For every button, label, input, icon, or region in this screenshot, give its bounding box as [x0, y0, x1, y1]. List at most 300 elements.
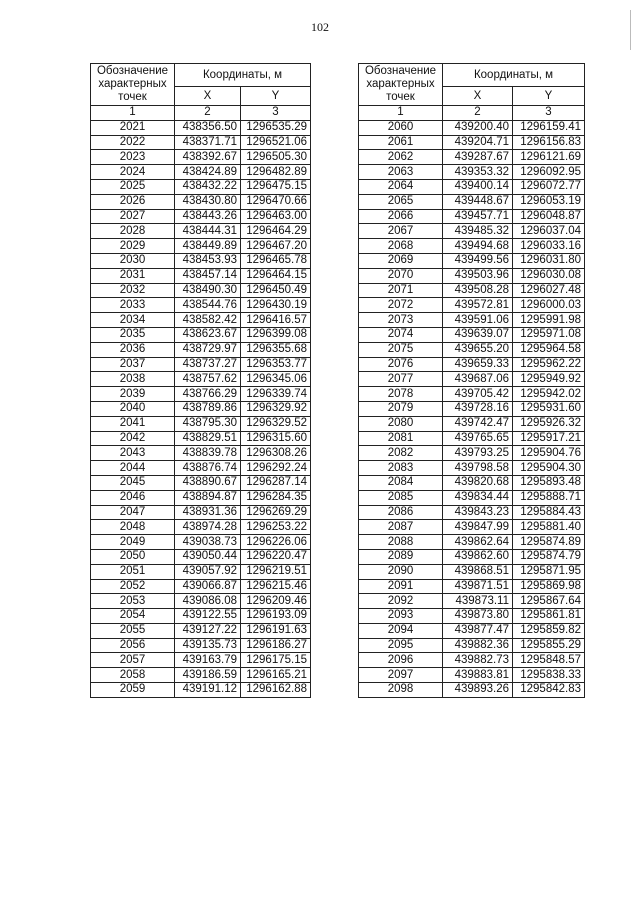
- table-row: [91, 239, 311, 254]
- x-coordinate-cell: 438766.29: [175, 387, 241, 402]
- table-row: [91, 179, 311, 194]
- y-coordinate-cell: 1295949.92: [513, 372, 585, 387]
- table-row: [91, 120, 311, 135]
- header-col-index-3: 3: [513, 106, 585, 121]
- header-x: X: [443, 87, 513, 106]
- header-col-index-2: 2: [443, 106, 513, 121]
- header-coordinates-label: Координаты, м: [175, 64, 311, 87]
- x-coordinate-cell: 439400.14: [443, 179, 513, 194]
- x-coordinate-cell: 438371.71: [175, 135, 241, 150]
- x-coordinate-cell: 438453.93: [175, 253, 241, 268]
- y-coordinate-cell: 1295904.30: [513, 461, 585, 476]
- table-row: [359, 475, 585, 490]
- point-number-cell: 2061: [359, 135, 443, 150]
- point-number-cell: 2080: [359, 416, 443, 431]
- point-number-cell: 2062: [359, 150, 443, 165]
- point-number-cell: 2065: [359, 194, 443, 209]
- table-row: [359, 401, 585, 416]
- point-number-cell: 2091: [359, 579, 443, 594]
- x-coordinate-cell: 439843.23: [443, 505, 513, 520]
- table-row: [359, 387, 585, 402]
- x-coordinate-cell: 439494.68: [443, 239, 513, 254]
- point-number-cell: 2089: [359, 549, 443, 564]
- point-number-cell: 2041: [91, 416, 175, 431]
- x-coordinate-cell: 438424.89: [175, 165, 241, 180]
- point-number-cell: 2094: [359, 623, 443, 638]
- x-coordinate-cell: 438430.80: [175, 194, 241, 209]
- point-number-cell: 2044: [91, 461, 175, 476]
- y-coordinate-cell: 1296162.88: [241, 683, 311, 698]
- table-row: [359, 564, 585, 579]
- point-number-cell: 2083: [359, 461, 443, 476]
- x-coordinate-cell: 439742.47: [443, 416, 513, 431]
- point-number-cell: 2077: [359, 372, 443, 387]
- y-coordinate-cell: 1296072.77: [513, 179, 585, 194]
- table-row: [359, 209, 585, 224]
- x-coordinate-cell: 438444.31: [175, 224, 241, 239]
- y-coordinate-cell: 1295971.08: [513, 327, 585, 342]
- table-row: [359, 579, 585, 594]
- header-point-label: Обозначение характерных точек: [359, 64, 443, 106]
- y-coordinate-cell: 1295874.79: [513, 549, 585, 564]
- x-coordinate-cell: 439820.68: [443, 475, 513, 490]
- y-coordinate-cell: 1295991.98: [513, 313, 585, 328]
- point-number-cell: 2098: [359, 683, 443, 698]
- point-number-cell: 2064: [359, 179, 443, 194]
- y-coordinate-cell: 1296287.14: [241, 475, 311, 490]
- table-row: [359, 535, 585, 550]
- header-y: Y: [513, 87, 585, 106]
- y-coordinate-cell: 1296467.20: [241, 239, 311, 254]
- y-coordinate-cell: 1295904.76: [513, 446, 585, 461]
- x-coordinate-cell: 439122.55: [175, 609, 241, 624]
- point-number-cell: 2066: [359, 209, 443, 224]
- x-coordinate-cell: 439687.06: [443, 372, 513, 387]
- table-row: [359, 313, 585, 328]
- point-number-cell: 2033: [91, 298, 175, 313]
- y-coordinate-cell: 1295859.82: [513, 623, 585, 638]
- point-number-cell: 2076: [359, 357, 443, 372]
- table-row: [91, 683, 311, 698]
- y-coordinate-cell: 1295848.57: [513, 653, 585, 668]
- y-coordinate-cell: 1296048.87: [513, 209, 585, 224]
- y-coordinate-cell: 1295917.21: [513, 431, 585, 446]
- point-number-cell: 2085: [359, 490, 443, 505]
- y-coordinate-cell: 1296308.26: [241, 446, 311, 461]
- header-point-label: Обозначение характерных точек: [91, 64, 175, 106]
- y-coordinate-cell: 1296191.63: [241, 623, 311, 638]
- x-coordinate-cell: 438729.97: [175, 342, 241, 357]
- x-coordinate-cell: 438757.62: [175, 372, 241, 387]
- point-number-cell: 2070: [359, 268, 443, 283]
- x-coordinate-cell: 439882.73: [443, 653, 513, 668]
- x-coordinate-cell: 439191.12: [175, 683, 241, 698]
- y-coordinate-cell: 1296215.46: [241, 579, 311, 594]
- table-row: [359, 120, 585, 135]
- x-coordinate-cell: 439862.64: [443, 535, 513, 550]
- x-coordinate-cell: 438890.67: [175, 475, 241, 490]
- point-number-cell: 2029: [91, 239, 175, 254]
- header-y: Y: [241, 87, 311, 106]
- x-coordinate-cell: 439200.40: [443, 120, 513, 135]
- x-coordinate-cell: 439655.20: [443, 342, 513, 357]
- point-number-cell: 2031: [91, 268, 175, 283]
- point-number-cell: 2072: [359, 298, 443, 313]
- y-coordinate-cell: 1295926.32: [513, 416, 585, 431]
- x-coordinate-cell: 439705.42: [443, 387, 513, 402]
- y-coordinate-cell: 1296399.08: [241, 327, 311, 342]
- table-row: [91, 194, 311, 209]
- table-row: [359, 283, 585, 298]
- point-number-cell: 2036: [91, 342, 175, 357]
- point-number-cell: 2071: [359, 283, 443, 298]
- x-coordinate-cell: 438737.27: [175, 357, 241, 372]
- point-number-cell: 2079: [359, 401, 443, 416]
- table-row: [359, 327, 585, 342]
- x-coordinate-cell: 439127.22: [175, 623, 241, 638]
- table-row: [91, 165, 311, 180]
- x-coordinate-cell: 439066.87: [175, 579, 241, 594]
- point-number-cell: 2053: [91, 594, 175, 609]
- table-row: [359, 253, 585, 268]
- y-coordinate-cell: 1295893.48: [513, 475, 585, 490]
- point-number-cell: 2086: [359, 505, 443, 520]
- x-coordinate-cell: 439847.99: [443, 520, 513, 535]
- y-coordinate-cell: 1296339.74: [241, 387, 311, 402]
- point-number-cell: 2067: [359, 224, 443, 239]
- table-row: [359, 150, 585, 165]
- y-coordinate-cell: 1296430.19: [241, 298, 311, 313]
- y-coordinate-cell: 1296464.29: [241, 224, 311, 239]
- y-coordinate-cell: 1295888.71: [513, 490, 585, 505]
- point-number-cell: 2052: [91, 579, 175, 594]
- point-number-cell: 2057: [91, 653, 175, 668]
- y-coordinate-cell: 1296345.06: [241, 372, 311, 387]
- point-number-cell: 2025: [91, 179, 175, 194]
- x-coordinate-cell: 439639.07: [443, 327, 513, 342]
- point-number-cell: 2074: [359, 327, 443, 342]
- y-coordinate-cell: 1295962.22: [513, 357, 585, 372]
- point-number-cell: 2027: [91, 209, 175, 224]
- x-coordinate-cell: 438356.50: [175, 120, 241, 135]
- y-coordinate-cell: 1295871.95: [513, 564, 585, 579]
- y-coordinate-cell: 1296121.69: [513, 150, 585, 165]
- table-row: [359, 623, 585, 638]
- table-row: [91, 446, 311, 461]
- y-coordinate-cell: 1296226.06: [241, 535, 311, 550]
- x-coordinate-cell: 438789.86: [175, 401, 241, 416]
- table-row: [359, 165, 585, 180]
- table-row: [91, 564, 311, 579]
- point-number-cell: 2078: [359, 387, 443, 402]
- y-coordinate-cell: 1296463.00: [241, 209, 311, 224]
- point-number-cell: 2068: [359, 239, 443, 254]
- y-coordinate-cell: 1295884.43: [513, 505, 585, 520]
- x-coordinate-cell: 439508.28: [443, 283, 513, 298]
- y-coordinate-cell: 1296030.08: [513, 268, 585, 283]
- point-number-cell: 2032: [91, 283, 175, 298]
- x-coordinate-cell: 439204.71: [443, 135, 513, 150]
- table-row: [359, 505, 585, 520]
- table-row: [91, 253, 311, 268]
- y-coordinate-cell: 1296053.19: [513, 194, 585, 209]
- x-coordinate-cell: 438894.87: [175, 490, 241, 505]
- point-number-cell: 2060: [359, 120, 443, 135]
- point-number-cell: 2087: [359, 520, 443, 535]
- table-row: [91, 431, 311, 446]
- y-coordinate-cell: 1296355.68: [241, 342, 311, 357]
- coordinates-table-right: [358, 63, 585, 698]
- table-row: [359, 357, 585, 372]
- y-coordinate-cell: 1296156.83: [513, 135, 585, 150]
- x-coordinate-cell: 439448.67: [443, 194, 513, 209]
- x-coordinate-cell: 438623.67: [175, 327, 241, 342]
- table-row: [91, 638, 311, 653]
- point-number-cell: 2096: [359, 653, 443, 668]
- point-number-cell: 2075: [359, 342, 443, 357]
- y-coordinate-cell: 1296464.15: [241, 268, 311, 283]
- table-row: [359, 638, 585, 653]
- table-row: [91, 268, 311, 283]
- point-number-cell: 2028: [91, 224, 175, 239]
- point-number-cell: 2043: [91, 446, 175, 461]
- y-coordinate-cell: 1296521.06: [241, 135, 311, 150]
- x-coordinate-cell: 438457.14: [175, 268, 241, 283]
- table-row: [359, 372, 585, 387]
- table-row: [359, 239, 585, 254]
- y-coordinate-cell: 1295838.33: [513, 668, 585, 683]
- x-coordinate-cell: 439659.33: [443, 357, 513, 372]
- point-number-cell: 2022: [91, 135, 175, 150]
- point-number-cell: 2023: [91, 150, 175, 165]
- x-coordinate-cell: 439883.81: [443, 668, 513, 683]
- page-number: 102: [311, 20, 329, 34]
- y-coordinate-cell: 1296000.03: [513, 298, 585, 313]
- y-coordinate-cell: 1296193.09: [241, 609, 311, 624]
- table-row: [91, 475, 311, 490]
- table-row: [91, 283, 311, 298]
- point-number-cell: 2063: [359, 165, 443, 180]
- table-row: [91, 505, 311, 520]
- y-coordinate-cell: 1296175.15: [241, 653, 311, 668]
- table-row: [91, 401, 311, 416]
- x-coordinate-cell: 438449.89: [175, 239, 241, 254]
- x-coordinate-cell: 439485.32: [443, 224, 513, 239]
- table-row: [359, 549, 585, 564]
- scan-margin-line: [630, 10, 631, 50]
- point-number-cell: 2069: [359, 253, 443, 268]
- point-number-cell: 2046: [91, 490, 175, 505]
- y-coordinate-cell: 1296037.04: [513, 224, 585, 239]
- x-coordinate-cell: 439499.56: [443, 253, 513, 268]
- point-number-cell: 2040: [91, 401, 175, 416]
- table-row: [359, 179, 585, 194]
- table-row: [359, 431, 585, 446]
- x-coordinate-cell: 438392.67: [175, 150, 241, 165]
- x-coordinate-cell: 438490.30: [175, 283, 241, 298]
- x-coordinate-cell: 439873.80: [443, 609, 513, 624]
- point-number-cell: 2082: [359, 446, 443, 461]
- x-coordinate-cell: 439873.11: [443, 594, 513, 609]
- y-coordinate-cell: 1296253.22: [241, 520, 311, 535]
- table-body-left: [91, 120, 311, 697]
- y-coordinate-cell: 1296482.89: [241, 165, 311, 180]
- point-number-cell: 2093: [359, 609, 443, 624]
- x-coordinate-cell: 439287.67: [443, 150, 513, 165]
- header-col-index-1: 1: [359, 106, 443, 121]
- point-number-cell: 2092: [359, 594, 443, 609]
- x-coordinate-cell: 439163.79: [175, 653, 241, 668]
- y-coordinate-cell: 1296186.27: [241, 638, 311, 653]
- table-row: [91, 224, 311, 239]
- table-row: [91, 209, 311, 224]
- y-coordinate-cell: 1296031.80: [513, 253, 585, 268]
- table-row: [359, 342, 585, 357]
- y-coordinate-cell: 1296269.29: [241, 505, 311, 520]
- x-coordinate-cell: 439457.71: [443, 209, 513, 224]
- table-row: [91, 594, 311, 609]
- table-row: [359, 653, 585, 668]
- y-coordinate-cell: 1296329.92: [241, 401, 311, 416]
- y-coordinate-cell: 1296292.24: [241, 461, 311, 476]
- point-number-cell: 2095: [359, 638, 443, 653]
- point-number-cell: 2035: [91, 327, 175, 342]
- point-number-cell: 2054: [91, 609, 175, 624]
- y-coordinate-cell: 1296284.35: [241, 490, 311, 505]
- y-coordinate-cell: 1296475.15: [241, 179, 311, 194]
- table-row: [91, 535, 311, 550]
- table-row: [359, 609, 585, 624]
- coordinates-table-left: [90, 63, 311, 698]
- table-row: [91, 313, 311, 328]
- table-row: [359, 268, 585, 283]
- y-coordinate-cell: 1296416.57: [241, 313, 311, 328]
- table-row: [91, 579, 311, 594]
- y-coordinate-cell: 1296219.51: [241, 564, 311, 579]
- x-coordinate-cell: 438795.30: [175, 416, 241, 431]
- x-coordinate-cell: 439877.47: [443, 623, 513, 638]
- x-coordinate-cell: 439353.32: [443, 165, 513, 180]
- table-row: [359, 446, 585, 461]
- y-coordinate-cell: 1296470.66: [241, 194, 311, 209]
- table-row: [359, 490, 585, 505]
- x-coordinate-cell: 438443.26: [175, 209, 241, 224]
- point-number-cell: 2051: [91, 564, 175, 579]
- point-number-cell: 2042: [91, 431, 175, 446]
- point-number-cell: 2090: [359, 564, 443, 579]
- x-coordinate-cell: 439135.73: [175, 638, 241, 653]
- x-coordinate-cell: 438432.22: [175, 179, 241, 194]
- table-row: [91, 653, 311, 668]
- x-coordinate-cell: 439057.92: [175, 564, 241, 579]
- table-body-right: [359, 120, 585, 697]
- x-coordinate-cell: 439086.08: [175, 594, 241, 609]
- point-number-cell: 2038: [91, 372, 175, 387]
- x-coordinate-cell: 439882.36: [443, 638, 513, 653]
- point-number-cell: 2047: [91, 505, 175, 520]
- table-row: [359, 520, 585, 535]
- table-row: [91, 461, 311, 476]
- x-coordinate-cell: 439728.16: [443, 401, 513, 416]
- table-row: [91, 387, 311, 402]
- y-coordinate-cell: 1296315.60: [241, 431, 311, 446]
- point-number-cell: 2034: [91, 313, 175, 328]
- point-number-cell: 2055: [91, 623, 175, 638]
- y-coordinate-cell: 1296209.46: [241, 594, 311, 609]
- x-coordinate-cell: 439572.81: [443, 298, 513, 313]
- point-number-cell: 2045: [91, 475, 175, 490]
- x-coordinate-cell: 438839.78: [175, 446, 241, 461]
- table-row: [359, 194, 585, 209]
- y-coordinate-cell: 1296033.16: [513, 239, 585, 254]
- table-row: [91, 342, 311, 357]
- header-x: X: [175, 87, 241, 106]
- header-coordinates-label: Координаты, м: [443, 64, 585, 87]
- header-col-index-1: 1: [91, 106, 175, 121]
- x-coordinate-cell: 439765.65: [443, 431, 513, 446]
- table-row: [91, 623, 311, 638]
- table-row: [359, 668, 585, 683]
- table-row: [91, 150, 311, 165]
- x-coordinate-cell: 439893.26: [443, 683, 513, 698]
- y-coordinate-cell: 1295861.81: [513, 609, 585, 624]
- x-coordinate-cell: 439038.73: [175, 535, 241, 550]
- header-col-index-3: 3: [241, 106, 311, 121]
- x-coordinate-cell: 439186.59: [175, 668, 241, 683]
- x-coordinate-cell: 438931.36: [175, 505, 241, 520]
- y-coordinate-cell: 1296505.30: [241, 150, 311, 165]
- table-row: [91, 372, 311, 387]
- x-coordinate-cell: 439868.51: [443, 564, 513, 579]
- y-coordinate-cell: 1296329.52: [241, 416, 311, 431]
- point-number-cell: 2059: [91, 683, 175, 698]
- point-number-cell: 2058: [91, 668, 175, 683]
- y-coordinate-cell: 1295931.60: [513, 401, 585, 416]
- point-number-cell: 2049: [91, 535, 175, 550]
- point-number-cell: 2081: [359, 431, 443, 446]
- x-coordinate-cell: 439050.44: [175, 549, 241, 564]
- table-row: [359, 135, 585, 150]
- table-row: [91, 609, 311, 624]
- x-coordinate-cell: 439834.44: [443, 490, 513, 505]
- table-row: [91, 135, 311, 150]
- table-row: [91, 520, 311, 535]
- x-coordinate-cell: 438544.76: [175, 298, 241, 313]
- y-coordinate-cell: 1295964.58: [513, 342, 585, 357]
- table-row: [91, 416, 311, 431]
- x-coordinate-cell: 439871.51: [443, 579, 513, 594]
- y-coordinate-cell: 1296450.49: [241, 283, 311, 298]
- y-coordinate-cell: 1296159.41: [513, 120, 585, 135]
- table-row: [91, 298, 311, 313]
- x-coordinate-cell: 439503.96: [443, 268, 513, 283]
- y-coordinate-cell: 1296027.48: [513, 283, 585, 298]
- table-row: [91, 490, 311, 505]
- y-coordinate-cell: 1295874.89: [513, 535, 585, 550]
- y-coordinate-cell: 1296353.77: [241, 357, 311, 372]
- x-coordinate-cell: 438974.28: [175, 520, 241, 535]
- x-coordinate-cell: 439798.58: [443, 461, 513, 476]
- point-number-cell: 2084: [359, 475, 443, 490]
- point-number-cell: 2073: [359, 313, 443, 328]
- table-row: [359, 461, 585, 476]
- point-number-cell: 2039: [91, 387, 175, 402]
- table-row: [359, 594, 585, 609]
- point-number-cell: 2037: [91, 357, 175, 372]
- y-coordinate-cell: 1296220.47: [241, 549, 311, 564]
- x-coordinate-cell: 439793.25: [443, 446, 513, 461]
- point-number-cell: 2050: [91, 549, 175, 564]
